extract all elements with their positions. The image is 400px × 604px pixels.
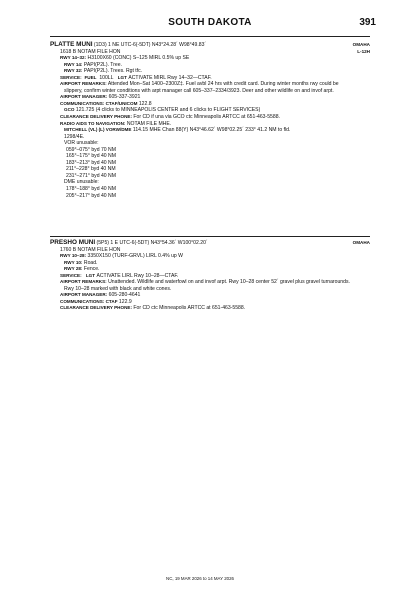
remarks-block <box>50 81 356 94</box>
runway-end-text: PAPI(P2L). Tree. <box>82 61 123 68</box>
vor-sector: 231°–271° byd 40 NM <box>66 172 116 179</box>
communications-label: COMMUNICATIONS: CTAF/UNICOM <box>60 100 138 106</box>
airport-entry-platte <box>50 42 370 199</box>
runway-end-label: RWY 32: <box>64 68 83 74</box>
fuel-label: FUEL <box>84 74 97 80</box>
runway-end-label: RWY 10: <box>64 259 83 265</box>
region-name: OMAHA <box>352 42 370 47</box>
region-label <box>353 42 370 55</box>
remarks-label: AIRPORT REMARKS: <box>60 279 107 285</box>
vortac-elevation: 1298/4E. <box>64 133 85 140</box>
manager-text: 605-280-4641 <box>107 292 141 299</box>
clearance-text: For CD ctc Minneapolis ARTCC at 651-463-5588. <box>131 305 246 312</box>
airport-id-line: (1D3) 1 NE UTC-6(-5DT) N43°24.28´ W98°49.83´ <box>93 42 207 48</box>
lighting-text: ACTIVATE MIRL Rwy 14–32—CTAF. <box>128 74 212 81</box>
airport-name: PLATTE MUNI <box>50 41 93 48</box>
manager-label: AIRPORT MANAGER: <box>60 292 108 298</box>
runway-text: 3350X150 (TURF-GRVL) LIRL 0.4% up W <box>86 253 183 260</box>
clearance-label: CLEARANCE DELIVERY PHONE: <box>60 114 132 120</box>
communications-text: 122.8 <box>137 100 152 107</box>
airport-entry-presho <box>50 240 370 312</box>
service-label: SERVICE: <box>60 74 82 80</box>
airport-name: PRESHO MUNI <box>50 239 96 246</box>
manager-label: AIRPORT MANAGER: <box>60 94 108 100</box>
vor-sector: 183°–213° byd 40 NM <box>66 159 116 166</box>
region-label <box>353 240 370 247</box>
clearance-line <box>50 305 370 312</box>
page-number: 391 <box>359 17 376 28</box>
remarks-label: AIRPORT REMARKS: <box>60 81 107 87</box>
remarks-block <box>50 279 356 292</box>
runway-end-text: Fence. <box>82 266 100 273</box>
runway-text: H3100X60 (CONC) S–125 MIRL 0.5% up SE <box>86 55 190 62</box>
page-header <box>50 17 376 33</box>
airport-id-line: (5P5) 1 E UTC-6(-5DT) N43°54.36´ W100°02.20´ <box>96 240 208 246</box>
chart-label: L-12H <box>357 48 370 54</box>
runway-label: RWY 14–32: <box>60 55 87 61</box>
vor-sector: 059°–075° byd 70 NM <box>66 146 116 153</box>
gco-text: 121.725 (4 clicks to MINNEAPOLIS CENTER and 6 clicks to FLIGHT SERVICES) <box>74 107 261 114</box>
dme-sector: 205°–217° byd 40 NM <box>66 192 116 199</box>
region-name: OMAHA <box>352 240 370 245</box>
state-title: SOUTH DAKOTA <box>168 17 252 28</box>
radio-aids-text: NOTAM FILE MHE. <box>125 120 172 127</box>
radio-aids-label: RADIO AIDS TO NAVIGATION: <box>60 120 126 126</box>
runway-end-text: Road. <box>82 259 98 266</box>
clearance-label: CLEARANCE DELIVERY PHONE: <box>60 305 132 311</box>
effective-dates-footer: NC, 19 MAR 2026 to 14 MAY 2026 <box>166 576 234 581</box>
runway-end-label: RWY 28: <box>64 266 83 272</box>
runway-label: RWY 10–28: <box>60 253 87 259</box>
dme-sector: 178°–188° byd 40 NM <box>66 186 116 193</box>
lighting-label: LGT <box>85 272 96 278</box>
communications-text: 122.9 <box>117 298 132 305</box>
vor-unusable-label: VOR unusable: <box>64 140 99 147</box>
lighting-label: LGT <box>117 74 127 80</box>
elevation-line: 1618 B NOTAM FILE HON <box>60 48 121 55</box>
vor-sector: 165°–175° byd 40 NM <box>66 153 116 160</box>
manager-text: 605-337-3921 <box>107 94 141 101</box>
service-label: SERVICE: <box>60 272 82 278</box>
elevation-line: 1760 B NOTAM FILE HON <box>60 246 121 253</box>
remarks-text: Unattended. Wildlife and waterfowl on and invof arpt. Rwy 10–28 center 52´ gravel plus gravel turnarounds. Rwy 10–28 marked with black and white cones. <box>64 279 350 292</box>
vor-sector: 211°–228° byd 40 NM <box>66 166 116 173</box>
communications-label: COMMUNICATIONS: CTAF <box>60 298 118 304</box>
gco-label: GCO <box>64 107 75 113</box>
entry-divider <box>50 236 370 237</box>
clearance-text: For CD if una via GCO ctc Minneapolis ARTCC at 651-463-5588. <box>131 114 280 121</box>
fuel-text: 100LL <box>99 74 114 81</box>
vortac-name: MITCHELL (VL) (L) VORW/DME <box>64 127 132 133</box>
lighting-text: ACTIVATE LIRL Rwy 10–28—CTAF. <box>96 272 179 279</box>
vortac-text: 114.15 MHE Chan 88(Y) N43°46.62´ W98°02.25´ 233° 41.2 NM to fld. <box>131 127 291 134</box>
dme-unusable-label: DME unusable: <box>64 179 99 186</box>
runway-end-text: PAPI(P2L). Trees. Rgt tfc. <box>82 68 143 75</box>
remarks-text: Attended Mon–Sat 1400–2300Z‡. Fuel avbl 24 hrs with credit card. During winter months rwy could be slippery, confirm winter conditions with arpt manager call 605–337–2334/3923. Deer and other wildlife on and invof arpt. <box>64 81 339 94</box>
runway-end-label: RWY 14: <box>64 61 83 67</box>
header-rule <box>50 36 370 37</box>
